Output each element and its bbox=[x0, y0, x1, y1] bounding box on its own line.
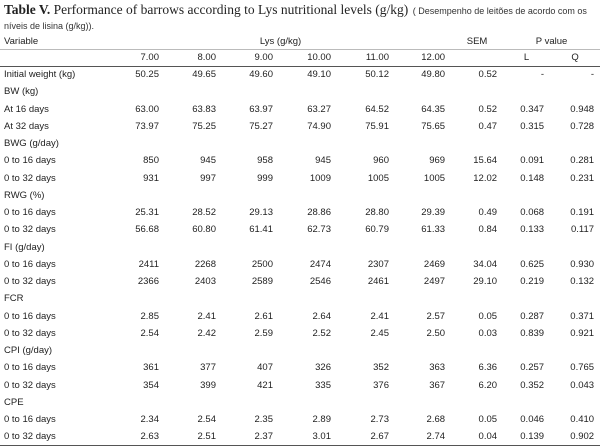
group-row bbox=[0, 187, 600, 204]
row-label: 0 to 16 days bbox=[4, 414, 56, 426]
row-label: 0 to 16 days bbox=[4, 258, 56, 270]
row-value: 2.54 bbox=[197, 414, 216, 426]
group-row bbox=[0, 290, 600, 307]
row-value: 2.50 bbox=[426, 327, 446, 339]
row-value: 64.52 bbox=[365, 103, 389, 115]
row-value: 63.83 bbox=[192, 103, 216, 115]
row-p-linear: 0.046 bbox=[520, 414, 545, 426]
row-value: 2.61 bbox=[254, 310, 273, 322]
caption-label: Table V. bbox=[4, 2, 51, 17]
group-label: BWG (g/day) bbox=[4, 138, 59, 150]
row-p-linear: 0.068 bbox=[520, 207, 545, 219]
row-p-quadratic: 0.410 bbox=[570, 414, 595, 426]
row-p-quadratic: 0.765 bbox=[570, 362, 595, 374]
row-label: 0 to 16 days bbox=[4, 310, 56, 322]
row-value: 2.54 bbox=[140, 327, 159, 339]
row-value: 2.42 bbox=[197, 327, 216, 339]
row-value: 958 bbox=[257, 155, 273, 167]
row-value: 969 bbox=[429, 155, 446, 167]
row-value: 354 bbox=[143, 379, 159, 391]
row-p-quadratic: 0.728 bbox=[570, 120, 595, 132]
row-value: 64.35 bbox=[421, 103, 446, 115]
header-variable: Variable bbox=[0, 35, 110, 49]
row-value: 29.13 bbox=[249, 207, 273, 219]
row-value: 60.80 bbox=[192, 224, 216, 236]
row-value: 2.57 bbox=[426, 310, 446, 322]
row-sem: 6.36 bbox=[478, 362, 498, 374]
row-value: 376 bbox=[373, 379, 389, 391]
row-label: 0 to 32 days bbox=[4, 379, 56, 391]
row-p-linear: 0.219 bbox=[520, 276, 545, 288]
row-value: 2469 bbox=[423, 258, 446, 270]
table-row bbox=[0, 152, 600, 169]
row-sem: 0.05 bbox=[478, 310, 498, 322]
row-sem: 0.52 bbox=[478, 69, 498, 81]
row-value: 2366 bbox=[137, 276, 159, 288]
table-row bbox=[0, 273, 600, 290]
row-value: 60.79 bbox=[365, 224, 389, 236]
header-pvalue: P value bbox=[503, 35, 600, 49]
header-sem: SEM bbox=[451, 35, 503, 49]
group-row bbox=[0, 342, 600, 359]
row-value: 361 bbox=[143, 362, 159, 374]
row-value: 2268 bbox=[194, 258, 216, 270]
row-label: 0 to 32 days bbox=[0, 428, 110, 445]
row-value: 2.64 bbox=[312, 310, 331, 322]
row-value: 931 bbox=[143, 172, 159, 184]
table-row bbox=[0, 101, 600, 118]
row-value: 2500 bbox=[251, 258, 273, 270]
table-row bbox=[0, 428, 600, 445]
row-sem: 15.64 bbox=[473, 155, 498, 167]
row-value: 363 bbox=[429, 362, 446, 374]
row-label: 0 to 16 days bbox=[4, 362, 56, 374]
row-p-quadratic: 0.371 bbox=[570, 310, 595, 322]
group-row bbox=[0, 83, 600, 100]
row-p-quadratic: 0.948 bbox=[570, 103, 595, 115]
header-row-top bbox=[0, 35, 600, 49]
header-level: 8.00 bbox=[165, 49, 222, 66]
row-sem: 0.47 bbox=[478, 120, 498, 132]
header-q: Q bbox=[550, 49, 600, 66]
row-value: 28.52 bbox=[192, 207, 216, 219]
row-sem: 29.10 bbox=[473, 276, 498, 288]
table-row bbox=[0, 66, 600, 83]
row-value: 850 bbox=[143, 155, 159, 167]
row-p-quadratic: - bbox=[590, 69, 595, 81]
row-sem: 0.03 bbox=[478, 327, 498, 339]
caption-translation: ( Desempenho de leitões de acordo com os níveis de lisina (g/kg)). bbox=[4, 6, 587, 31]
group-label: FI (g/day) bbox=[4, 241, 45, 253]
row-value: 960 bbox=[373, 155, 389, 167]
row-p-linear: 0.148 bbox=[520, 172, 545, 184]
row-value: 352 bbox=[373, 362, 389, 374]
row-value: 2474 bbox=[309, 258, 331, 270]
header-l: L bbox=[503, 49, 550, 66]
row-p-quadratic: 0.921 bbox=[570, 327, 595, 339]
row-p-linear: - bbox=[540, 69, 545, 81]
row-value: 56.68 bbox=[135, 224, 159, 236]
row-value: 2.89 bbox=[312, 414, 331, 426]
table-row bbox=[0, 204, 600, 221]
group-row bbox=[0, 394, 600, 411]
group-row bbox=[0, 135, 600, 152]
row-value: 2.85 bbox=[140, 310, 159, 322]
row-value: 75.65 bbox=[421, 120, 446, 132]
row-sem: 34.04 bbox=[473, 258, 498, 270]
row-p-quadratic: 0.043 bbox=[570, 379, 595, 391]
table-row bbox=[0, 221, 600, 238]
row-value: 49.10 bbox=[307, 69, 331, 81]
row-value: 73.97 bbox=[135, 120, 159, 132]
row-p-linear: 0.287 bbox=[520, 310, 545, 322]
caption-title bbox=[4, 2, 408, 17]
row-p-linear: 0.133 bbox=[520, 224, 545, 236]
row-value: 2.51 bbox=[165, 428, 222, 445]
row-value: 49.65 bbox=[192, 69, 216, 81]
row-value: 1009 bbox=[309, 172, 331, 184]
row-value: 2.67 bbox=[337, 428, 395, 445]
row-value: 2.34 bbox=[140, 414, 159, 426]
row-value: 61.41 bbox=[249, 224, 273, 236]
header-lys: Lys (g/kg) bbox=[110, 35, 451, 49]
row-value: 2403 bbox=[194, 276, 216, 288]
row-sem: 12.02 bbox=[473, 172, 498, 184]
group-label: CPI (g/day) bbox=[4, 345, 53, 357]
row-label: 0 to 16 days bbox=[4, 207, 56, 219]
header-level: 7.00 bbox=[110, 49, 165, 66]
row-value: 2.74 bbox=[395, 428, 451, 445]
group-label: RWG (%) bbox=[4, 189, 45, 201]
row-p-quadratic: 0.132 bbox=[570, 276, 595, 288]
table-row bbox=[0, 377, 600, 394]
row-value: 1005 bbox=[423, 172, 446, 184]
caption-text: Performance of barrows according to Lys nutritional levels (g/kg) bbox=[53, 2, 409, 17]
row-value: 63.97 bbox=[249, 103, 273, 115]
header-sem-blank bbox=[451, 49, 503, 66]
row-value: 49.60 bbox=[249, 69, 273, 81]
group-row bbox=[0, 239, 600, 256]
row-p-quadratic: 0.231 bbox=[570, 172, 595, 184]
table-row bbox=[0, 359, 600, 376]
row-value: 2.68 bbox=[426, 414, 446, 426]
row-p-quadratic: 0.902 bbox=[550, 428, 600, 445]
row-p-linear: 0.347 bbox=[520, 103, 545, 115]
table-row bbox=[0, 170, 600, 187]
row-sem: 0.52 bbox=[478, 103, 498, 115]
group-label: FCR bbox=[4, 293, 24, 305]
row-value: 399 bbox=[200, 379, 216, 391]
row-value: 2.41 bbox=[370, 310, 389, 322]
row-value: 74.90 bbox=[307, 120, 331, 132]
group-label: CPE bbox=[4, 396, 24, 408]
row-value: 2546 bbox=[309, 276, 331, 288]
row-p-linear: 0.091 bbox=[520, 155, 545, 167]
row-value: 49.80 bbox=[421, 69, 446, 81]
row-value: 25.31 bbox=[135, 207, 159, 219]
row-value: 50.12 bbox=[365, 69, 389, 81]
row-label: At 32 days bbox=[4, 120, 49, 132]
row-value: 2.35 bbox=[254, 414, 273, 426]
row-p-quadratic: 0.117 bbox=[570, 224, 595, 236]
row-value: 75.91 bbox=[365, 120, 389, 132]
row-value: 999 bbox=[257, 172, 273, 184]
row-value: 29.39 bbox=[421, 207, 446, 219]
row-value: 50.25 bbox=[135, 69, 159, 81]
row-value: 3.01 bbox=[279, 428, 337, 445]
row-label: 0 to 32 days bbox=[4, 327, 56, 339]
row-label: At 16 days bbox=[4, 103, 49, 115]
row-value: 2.45 bbox=[370, 327, 389, 339]
row-value: 2589 bbox=[251, 276, 273, 288]
row-label: 0 to 32 days bbox=[4, 224, 56, 236]
row-p-quadratic: 0.281 bbox=[570, 155, 595, 167]
header-blank bbox=[0, 49, 110, 66]
row-value: 2307 bbox=[367, 258, 389, 270]
table-caption bbox=[0, 0, 600, 34]
row-value: 2497 bbox=[423, 276, 446, 288]
row-value: 2411 bbox=[138, 258, 159, 270]
row-value: 63.00 bbox=[135, 103, 159, 115]
performance-table bbox=[0, 35, 600, 446]
row-p-linear: 0.839 bbox=[520, 327, 545, 339]
row-sem: 0.05 bbox=[478, 414, 498, 426]
header-level: 9.00 bbox=[222, 49, 279, 66]
row-value: 945 bbox=[315, 155, 331, 167]
row-sem: 6.20 bbox=[478, 379, 498, 391]
header-level: 12.00 bbox=[395, 49, 451, 66]
row-p-linear: 0.315 bbox=[520, 120, 545, 132]
row-p-linear: 0.139 bbox=[503, 428, 550, 445]
row-p-quadratic: 0.930 bbox=[570, 258, 595, 270]
row-value: 945 bbox=[200, 155, 216, 167]
row-value: 2.73 bbox=[370, 414, 389, 426]
row-value: 62.73 bbox=[307, 224, 331, 236]
table-body bbox=[0, 66, 600, 446]
row-p-linear: 0.257 bbox=[520, 362, 545, 374]
row-label: Initial weight (kg) bbox=[4, 69, 76, 81]
row-label: 0 to 32 days bbox=[4, 276, 56, 288]
row-value: 75.27 bbox=[249, 120, 273, 132]
group-label: BW (kg) bbox=[4, 86, 39, 98]
row-value: 377 bbox=[200, 362, 216, 374]
row-label: 0 to 32 days bbox=[4, 172, 56, 184]
header-level: 10.00 bbox=[279, 49, 337, 66]
row-value: 28.86 bbox=[307, 207, 331, 219]
row-sem: 0.49 bbox=[478, 207, 498, 219]
row-value: 63.27 bbox=[307, 103, 331, 115]
row-sem: 0.84 bbox=[478, 224, 498, 236]
row-p-quadratic: 0.191 bbox=[570, 207, 595, 219]
row-value: 2.52 bbox=[312, 327, 331, 339]
table-row bbox=[0, 308, 600, 325]
row-value: 997 bbox=[200, 172, 216, 184]
row-p-linear: 0.625 bbox=[520, 258, 545, 270]
row-value: 2.59 bbox=[254, 327, 273, 339]
row-value: 2.41 bbox=[197, 310, 216, 322]
row-value: 335 bbox=[315, 379, 331, 391]
row-value: 326 bbox=[315, 362, 331, 374]
table-row bbox=[0, 411, 600, 428]
row-label: 0 to 16 days bbox=[4, 155, 56, 167]
row-value: 367 bbox=[429, 379, 446, 391]
row-value: 61.33 bbox=[421, 224, 446, 236]
row-value: 2.63 bbox=[110, 428, 165, 445]
row-value: 75.25 bbox=[192, 120, 216, 132]
row-value: 421 bbox=[257, 379, 273, 391]
row-sem: 0.04 bbox=[451, 428, 503, 445]
header-row-levels bbox=[0, 49, 600, 66]
row-value: 1005 bbox=[367, 172, 389, 184]
table-row bbox=[0, 118, 600, 135]
table-row bbox=[0, 256, 600, 273]
table-row bbox=[0, 325, 600, 342]
row-p-linear: 0.352 bbox=[520, 379, 545, 391]
header-level: 11.00 bbox=[337, 49, 395, 66]
row-value: 2.37 bbox=[222, 428, 279, 445]
row-value: 2461 bbox=[367, 276, 389, 288]
row-value: 407 bbox=[257, 362, 273, 374]
row-value: 28.80 bbox=[365, 207, 389, 219]
